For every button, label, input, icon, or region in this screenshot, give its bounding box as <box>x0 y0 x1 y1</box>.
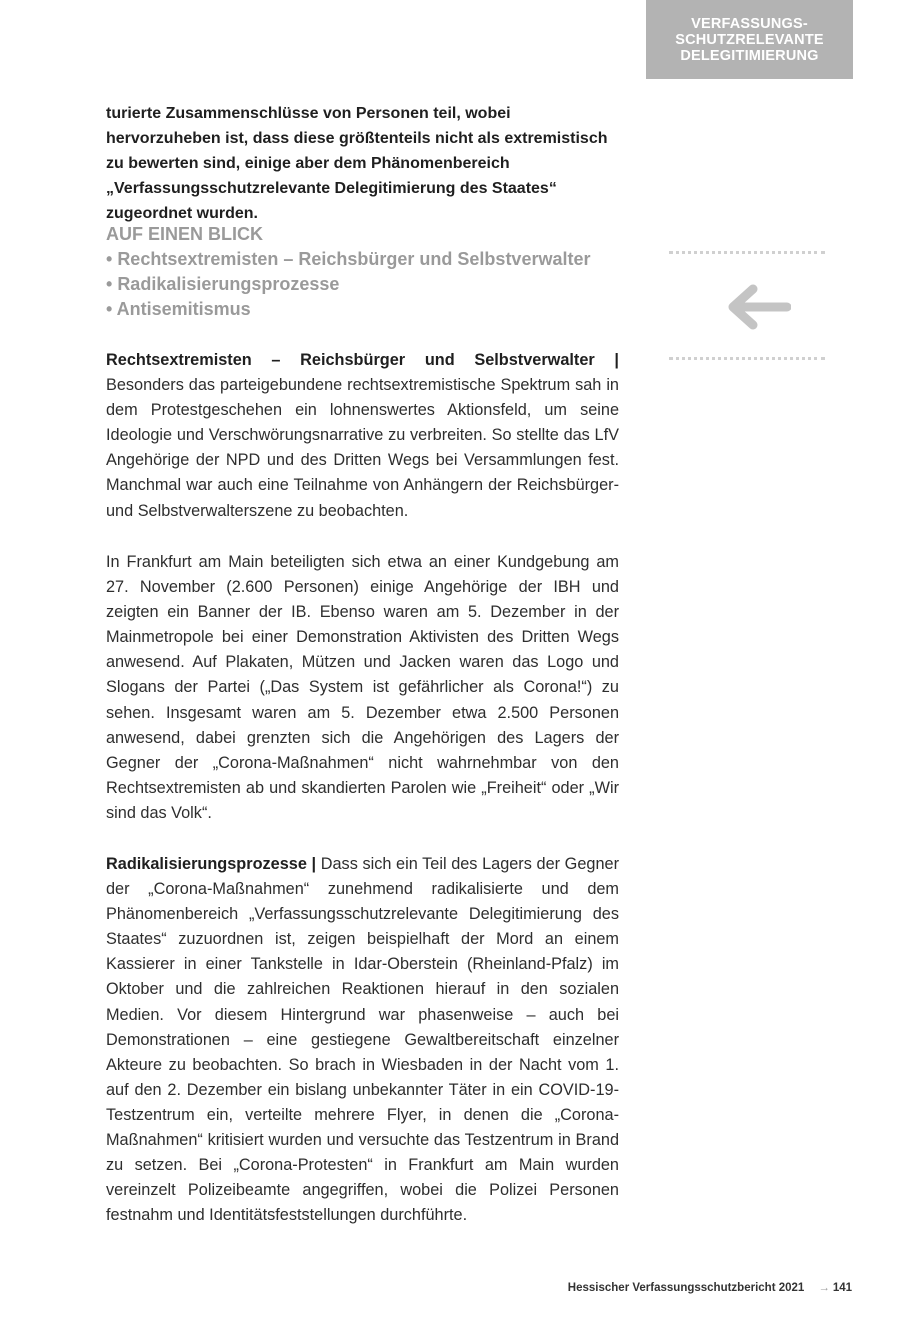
dotted-divider-top <box>669 251 825 254</box>
section-body: Dass sich ein Teil des Lagers der Gegner der „Corona-Maßnahmen“ zunehmend radikalisierte und dem Phänomenbereich „Verfassungsschutzrelevante Delegitimierung des Staates“ zuzuordnen ist, zeigen beispielhaft der Mord an einem Kassierer in einer Tankstelle in Idar-Oberstein (Rheinland-Pfalz) im Oktober und die zahlreichen Reaktionen hierauf in den sozialen Medien. Vor diesem Hintergrund war phasenweise – auch bei Demonstrationen – eine gestiegene Gewaltbereitschaft einzelner Akteure zu beobachten. So brach in Wiesbaden in der Nacht vom 1. auf den 2. Dezember ein bislang unbekannter Täter in ein COVID-19-Testzentrum ein, verteilte mehrere Flyer, in denen die „Corona-Maßnahmen“ kritisiert wurden und versuchte das Testzentrum in Brand zu setzen. Bei „Corona-Protesten“ in Frankfurt am Main wurden vereinzelt Polizeibeamte angegriffen, wobei die Polizei Personen festnahm und Identitätsfeststellungen durchführte. <box>106 855 619 1225</box>
section-heading: Rechtsextremisten – Reichsbürger und Selbstverwalter | <box>106 351 619 369</box>
section-rechtsextremisten <box>106 348 619 524</box>
arrow-left-icon <box>727 281 791 333</box>
page-number: 141 <box>832 1282 852 1294</box>
section-heading: Radikalisierungsprozesse | <box>106 855 317 873</box>
page-footer <box>540 1281 852 1295</box>
at-a-glance-item: • Antisemitismus <box>106 297 619 322</box>
at-a-glance-box <box>106 222 619 322</box>
section-body: In Frankfurt am Main beteiligten sich etwa an einer Kundgebung am 27. November (2.600 Personen) einige Angehörige der IBH und zeigten ein Banner der IB. Ebenso waren am 5. Dezember in der Mainmetropole bei einer Demonstration Aktivisten des Dritten Wegs anwesend. Auf Plakaten, Mützen und Jacken waren das Logo und Slogans der Partei („Das System ist gefährlicher als Corona!“) zu sehen. Insgesamt waren am 5. Dezember etwa 2.500 Personen anwesend, dabei grenzten sich die Angehörigen des Lagers der Gegner der „Corona-Maßnahmen“ nicht wahrnehmbar von den Rechtsextremisten ab und skandierten Parolen wie „Freiheit“ oder „Wir sind das Volk“. <box>106 553 619 822</box>
intro-paragraph: turierte Zusammenschlüsse von Personen teil, wobei hervorzuheben ist, dass diese größtenteils nicht als extremistisch zu bewerten sind, einige aber dem Phänomenbereich „Verfassungsschutzrelevante Delegitimierung des Staates“ zugeordnet wurden. <box>106 105 608 222</box>
at-a-glance-title: AUF EINEN BLICK <box>106 224 263 244</box>
section-frankfurt <box>106 550 619 826</box>
section-tab-line-3: DELEGITIMIERUNG <box>680 48 819 64</box>
at-a-glance-item: • Radikalisierungsprozesse <box>106 272 619 297</box>
section-tab-line-2: SCHUTZRELEVANTE <box>675 32 824 48</box>
section-tab <box>646 0 853 79</box>
section-radikalisierung <box>106 852 619 1228</box>
section-tab-line-1: VERFASSUNGS- <box>691 16 808 32</box>
at-a-glance-item: • Rechtsextremisten – Reichsbürger und Selbstverwalter <box>106 247 619 272</box>
footer-publication: Hessischer Verfassungsschutzbericht 2021 <box>567 1282 805 1294</box>
section-body: Besonders das parteigebundene rechtsextremistische Spektrum sah in dem Protestgeschehen ein lohnenswertes Aktionsfeld, um seine Ideologie und Verschwörungsnarrative zu verbreiten. So stellte das LfV Angehörige der NPD und des Dritten Wegs bei Versammlungen fest. Manchmal war auch eine Teilnahme von Anhängern der Reichsbürger- und Selbstverwalterszene zu beobachten. <box>106 376 619 520</box>
arrow-right-icon: → <box>818 1282 830 1294</box>
dotted-divider-bottom <box>669 357 825 360</box>
